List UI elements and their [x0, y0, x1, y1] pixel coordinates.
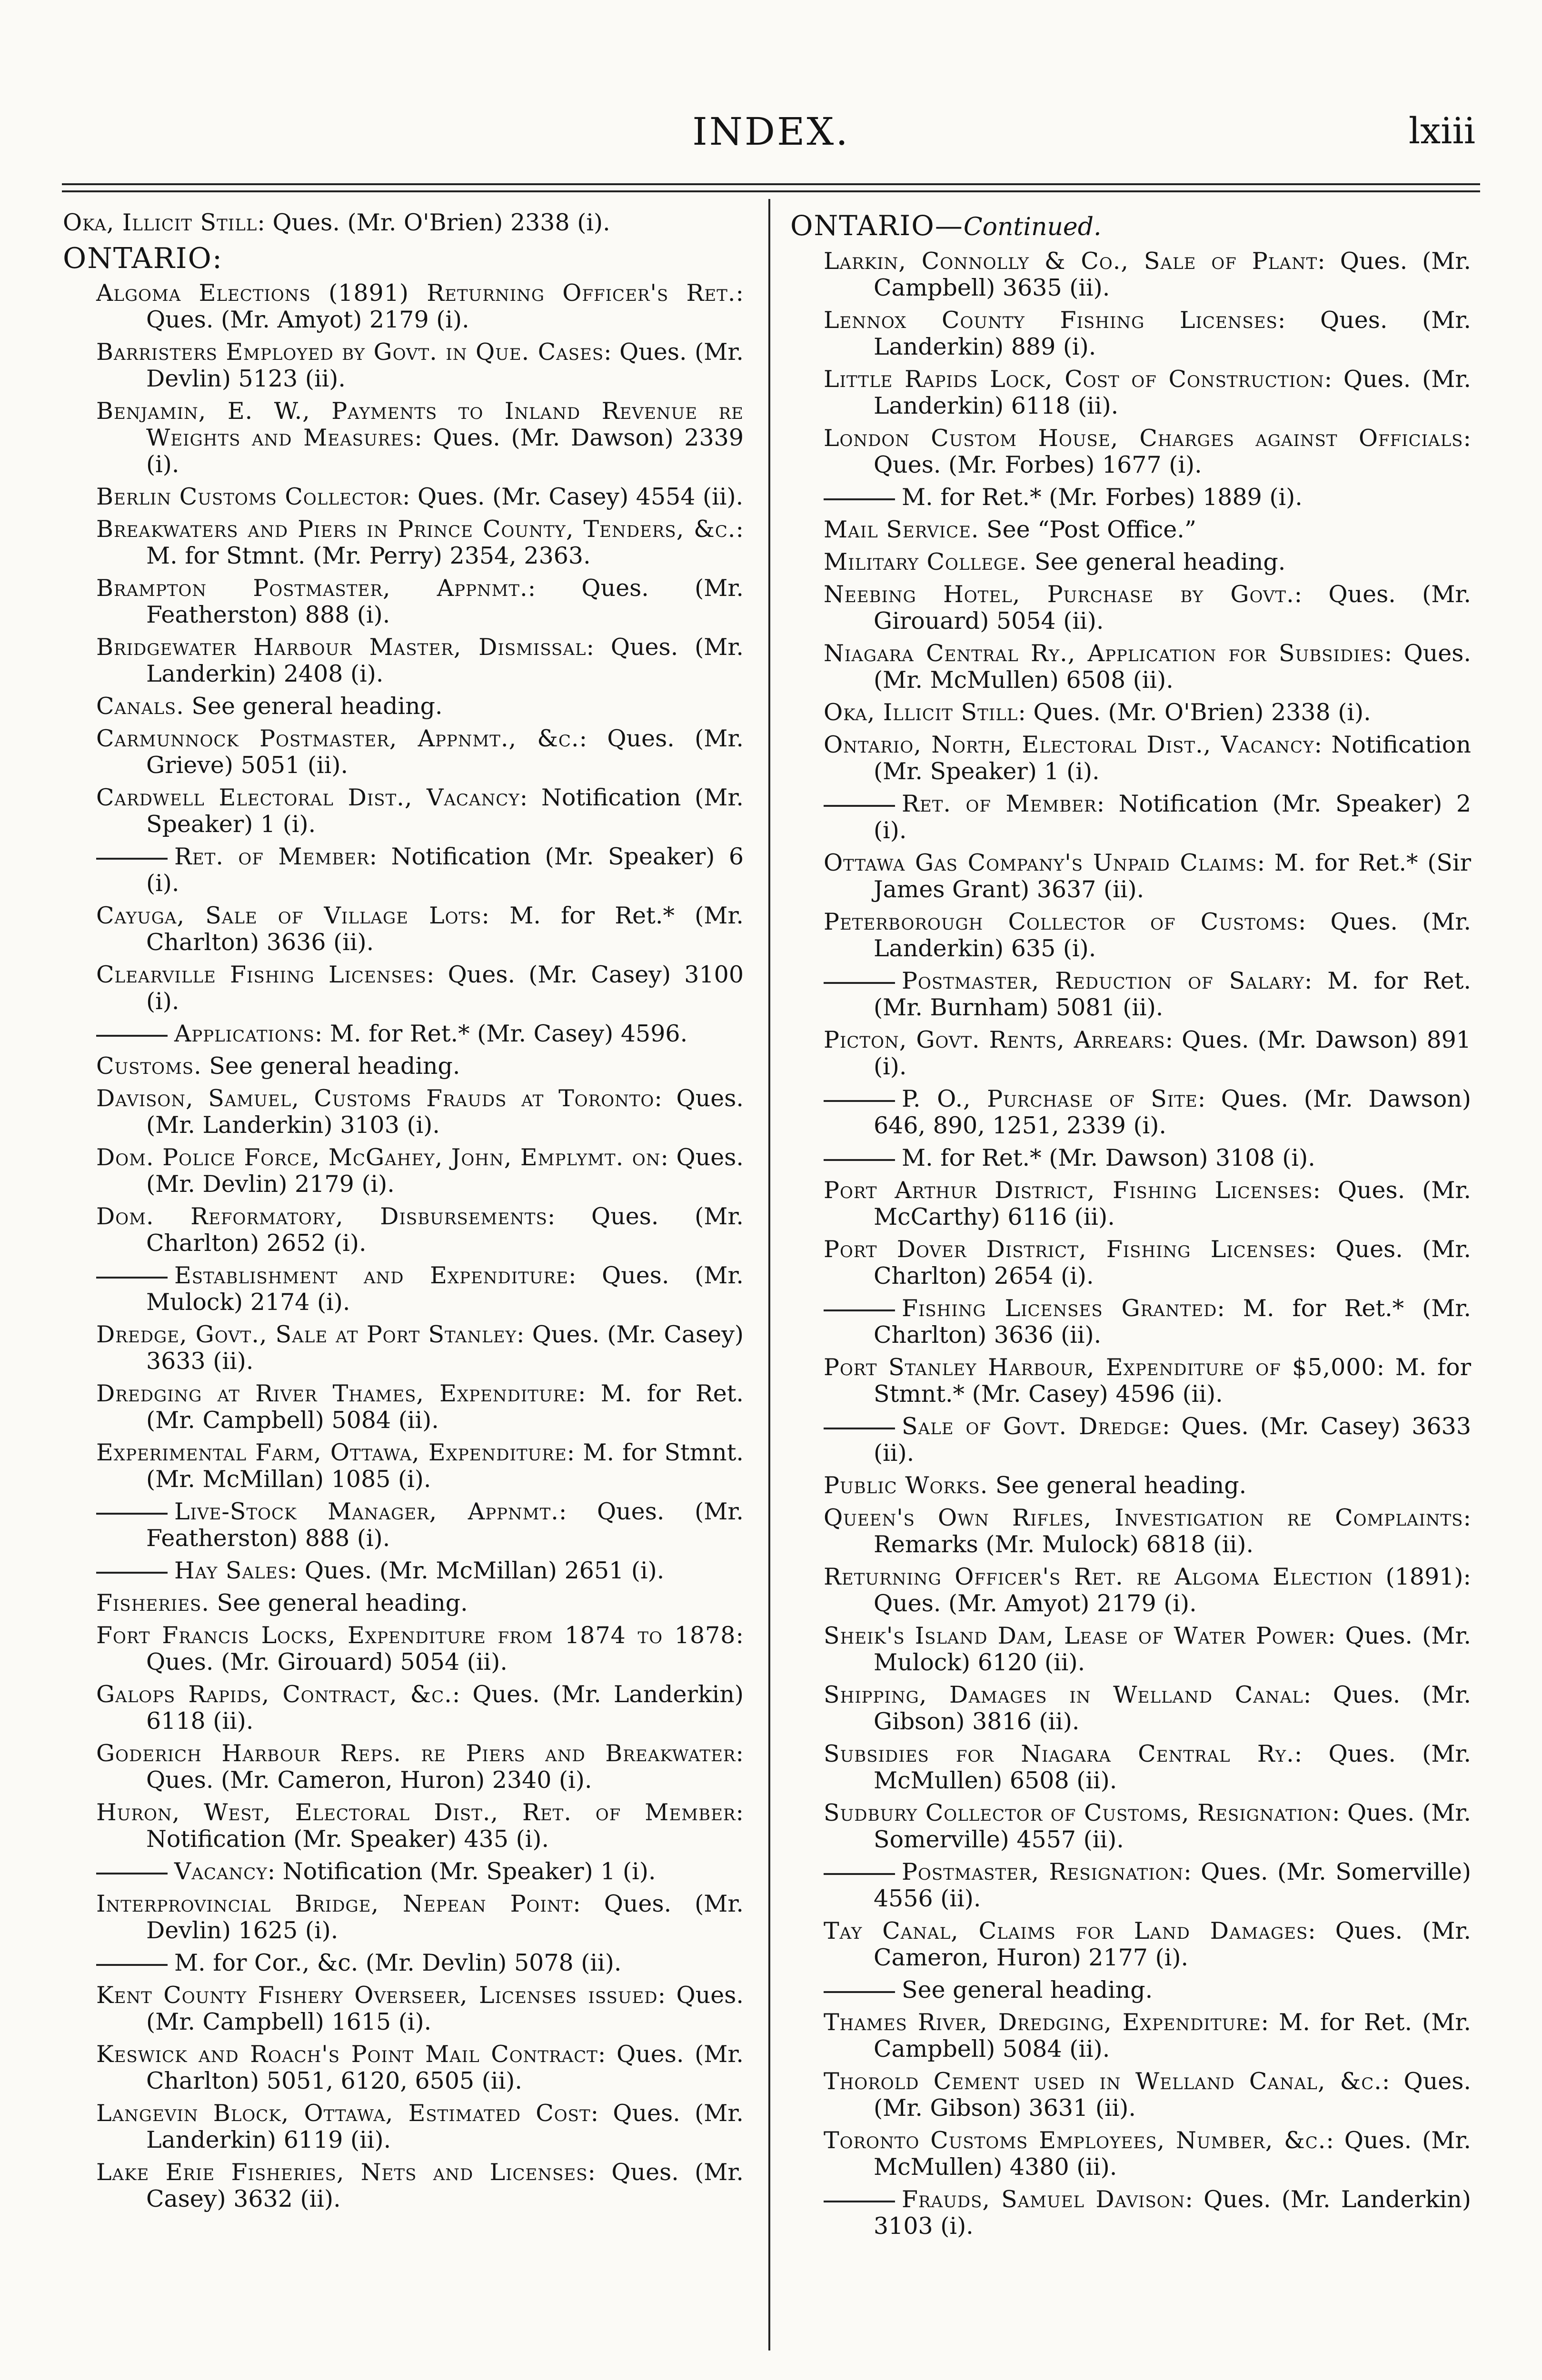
entry-heading: Berlin Customs Collector — [96, 483, 402, 510]
ditto-dash — [96, 1873, 168, 1874]
entry-reference: : M. for Ret.* (Mr. Casey) 4596. — [314, 1020, 688, 1047]
index-entry — [824, 2068, 1471, 2122]
entry-heading: Davison, Samuel, Customs Frauds at Toronto — [96, 1085, 655, 1112]
index-entry — [96, 484, 744, 510]
ditto-dash — [96, 858, 168, 860]
entry-reference: See general heading. — [184, 693, 443, 720]
entry-heading: Returning Officer's Ret. re Algoma Election — [824, 1563, 1373, 1590]
entry-heading: Oka, Illicit Still — [824, 699, 1018, 726]
index-entry — [824, 307, 1471, 360]
entry-reference: : Ques. (Mr. Girouard) 5054 (ii). — [146, 1622, 744, 1676]
entry-reference: : Ques. (Mr. Gibson) 3631 (ii). — [874, 2068, 1471, 2122]
entry-heading: Langevin Block, Ottawa, Estimated Cost — [96, 2100, 591, 2127]
entry-heading: Subsidies for Niagara Central Ry. — [824, 1740, 1294, 1767]
index-entry — [96, 1498, 744, 1552]
entry-heading: Applications — [174, 1020, 315, 1047]
entry-heading: Dom. Police Force, McGahey, John, Emplymt. on — [96, 1144, 661, 1171]
entry-heading: Interprovincial Bridge, Nepean Point — [96, 1890, 573, 1917]
ditto-dash — [824, 498, 895, 500]
entry-heading: Thorold Cement used in Welland Canal, &c. — [824, 2068, 1382, 2095]
ditto-dash — [824, 2201, 895, 2202]
ditto-dash — [96, 1964, 168, 1966]
ditto-dash — [96, 1572, 168, 1574]
entry-heading: Ret. of Member — [902, 790, 1097, 817]
index-entry — [96, 634, 744, 687]
entry-heading: Picton, Govt. Rents, Arrears — [824, 1026, 1165, 1053]
index-entry — [824, 968, 1471, 1021]
ditto-dash — [824, 1991, 895, 1993]
index-entry — [96, 902, 744, 956]
index-entry — [96, 1681, 744, 1735]
entry-reference: : Ques. (Mr. Cameron, Huron) 2177 (i). — [874, 1917, 1471, 1971]
entry-heading: Port Arthur District, Fishing Licenses — [824, 1177, 1313, 1204]
entry-reference: : Ques. (Mr. Casey) 3633 (ii). — [146, 1321, 744, 1375]
index-entry — [824, 1977, 1471, 2003]
index-entry — [96, 2041, 744, 2094]
index-entry — [824, 1564, 1471, 1617]
entry-reference: : Ques. (Mr. Gibson) 3816 (ii). — [874, 1681, 1471, 1735]
index-entry — [96, 1053, 744, 1080]
index-entry — [96, 1950, 744, 1976]
entry-heading: Hay Sales — [174, 1557, 289, 1584]
index-entry — [96, 1982, 744, 2035]
entry-reference: : Notification (Mr. Speaker) 2 (i). — [874, 790, 1471, 844]
entry-heading: Algoma Elections (1891) Returning Officer's Ret. — [96, 279, 736, 307]
entry-reference: : Ques. (Mr. McMullen) 6508 (ii). — [874, 640, 1471, 694]
index-entry — [96, 1144, 744, 1198]
entry-heading: Port Stanley Harbour, Expenditure of $5,000 — [824, 1354, 1377, 1381]
entry-heading: Queen's Own Rifles, Investigation re Complaints — [824, 1504, 1463, 1531]
left-column — [63, 209, 744, 2218]
entry-heading: Tay Canal, Claims for Land Damages — [824, 1917, 1308, 1944]
entry-reference: : Ques. (Mr. Somerville) 4556 (ii). — [874, 1858, 1471, 1912]
header-rule-top — [62, 183, 1480, 185]
ditto-dash — [824, 1873, 895, 1875]
entry-heading: Brampton Postmaster, Appnmt. — [96, 575, 528, 602]
index-entry — [824, 1682, 1471, 1735]
continued-heading-text: ONTARIO— — [790, 209, 964, 242]
entry-heading: Ontario, North, Electoral Dist., Vacancy — [824, 731, 1314, 758]
entry-heading: Dredge, Govt., Sale at Port Stanley — [96, 1321, 517, 1348]
entry-reference: See general heading. — [1027, 548, 1286, 575]
index-entry — [96, 2159, 744, 2212]
entry-heading: Goderich Harbour Reps. re Piers and Breakwater — [96, 1740, 736, 1767]
entry-reference: : Ques. (Mr. Forbes) 1677 (i). — [874, 425, 1471, 478]
ditto-dash — [824, 1100, 895, 1102]
entry-reference: : Ques. (Mr. Grieve) 5051 (ii). — [146, 725, 744, 779]
left-entries-list — [63, 280, 744, 2212]
entry-reference: : M. for Stmnt. (Mr. McMillan) 1085 (i). — [146, 1439, 744, 1493]
entry-heading: Ottawa Gas Company's Unpaid Claims — [824, 849, 1257, 876]
page-header — [62, 95, 1480, 167]
index-entry — [824, 1086, 1471, 1139]
entry-heading: Little Rapids Lock, Cost of Construction — [824, 366, 1324, 393]
index-entry — [824, 640, 1471, 694]
entry-heading: Sheik's Island Dam, Lease of Water Power — [824, 1622, 1328, 1649]
entry-reference: : Ques. (Mr. Mulock) 6120 (ii). — [874, 1622, 1471, 1676]
index-entry — [824, 1354, 1471, 1408]
entry-reference: : Ques. (Mr. Campbell) 1615 (i). — [146, 1982, 744, 2035]
entry-reference: M. for Ret.* (Mr. Dawson) 3108 (i). — [902, 1144, 1315, 1171]
index-entry-oka — [63, 209, 744, 236]
index-entry — [96, 339, 744, 392]
entry-heading: Fort Francis Locks, Expenditure from 1874 to 1878 — [96, 1622, 736, 1649]
index-entry — [96, 1203, 744, 1257]
entry-heading: Lennox County Fishing Licenses — [824, 307, 1278, 334]
entry-reference: : M. for Stmnt.* (Mr. Casey) 4596 (ii). — [874, 1354, 1471, 1408]
entry-reference: : Ques. (Mr. McCarthy) 6116 (ii). — [874, 1177, 1472, 1230]
ditto-dash — [96, 1035, 168, 1037]
index-entry — [824, 425, 1471, 478]
entry-reference: : Ques. (Mr. Casey) 3632 (ii). — [146, 2159, 744, 2212]
entry-heading: Live-Stock Manager, Appnmt. — [174, 1498, 559, 1525]
entry-heading: Galops Rapids, Contract, &c. — [96, 1681, 452, 1708]
index-entry — [96, 1557, 744, 1584]
index-entry — [96, 2100, 744, 2153]
index-entry — [824, 909, 1471, 962]
ditto-dash — [824, 982, 895, 984]
index-entry — [824, 1027, 1471, 1080]
index-entry — [824, 850, 1471, 903]
index-entry — [824, 1505, 1471, 1558]
entry-reference: : Ques. (Mr. Girouard) 5054 (ii). — [874, 581, 1472, 635]
entry-reference: : Notification (Mr. Speaker) 1 (i). — [267, 1858, 656, 1885]
entry-reference: : Remarks (Mr. Mulock) 6818 (ii). — [874, 1504, 1471, 1558]
entry-reference: : Ques. (Mr. Dawson) 2339 (i). — [146, 424, 744, 478]
entry-heading: Postmaster, Resignation — [902, 1858, 1184, 1885]
entry-heading: Neebing Hotel, Purchase by Govt. — [824, 581, 1294, 608]
index-entry — [824, 581, 1471, 635]
entry-heading: Fisheries. — [96, 1589, 209, 1616]
index-entry — [96, 1622, 744, 1676]
entry-heading: Kent County Fishery Overseer, Licenses issued — [96, 1982, 658, 2009]
entry-heading: Toronto Customs Employees, Number, &c. — [824, 2127, 1326, 2154]
index-entry — [96, 1799, 744, 1853]
entry-reference: : Ques. (Mr. Casey) 4554 (ii). — [402, 483, 744, 510]
entry-heading: Breakwaters and Piers in Prince County, Tenders, &c. — [96, 516, 736, 543]
entry-reference: : Ques. (Mr. Mulock) 2174 (i). — [146, 1262, 744, 1316]
entry-reference: : Ques. (Mr. O'Brien) 2338 (i). — [1018, 699, 1371, 726]
entry-reference: : Ques. (Mr. Featherston) 888 (i). — [146, 575, 744, 628]
entry-heading: Military College. — [824, 548, 1027, 575]
index-entry — [96, 693, 744, 720]
ditto-dash — [824, 1428, 895, 1429]
ditto-dash — [824, 1159, 895, 1161]
index-entry — [824, 1295, 1471, 1349]
ditto-dash — [824, 805, 895, 807]
page-title: INDEX. — [692, 109, 850, 154]
entry-heading: Cardwell Electoral Dist., Vacancy — [96, 784, 520, 811]
entry-reference: : Ques. (Mr. Landerkin) 6118 (ii). — [874, 366, 1471, 419]
index-entry — [96, 1590, 744, 1616]
entry-heading: Cayuga, Sale of Village Lots — [96, 902, 482, 929]
index-entry — [824, 2009, 1471, 2063]
entry-heading: London Custom House, Charges against Officials — [824, 425, 1463, 452]
entry-reference: : Ques. (Mr. Dawson) 646, 890, 1251, 2339 (i). — [874, 1085, 1471, 1139]
index-entry — [96, 784, 744, 838]
index-entry — [824, 2186, 1471, 2240]
index-entry — [824, 1741, 1471, 1794]
index-entry — [96, 1021, 744, 1047]
entry-reference: : Ques. (Mr. Casey) 3633 (ii). — [874, 1413, 1471, 1467]
entry-reference: : Ques. (Mr. Devlin) 1625 (i). — [146, 1890, 744, 1944]
entry-heading: Thames River, Dredging, Expenditure — [824, 2009, 1261, 2036]
entry-heading: Carmunnock Postmaster, Appnmt., &c. — [96, 725, 579, 752]
entry-heading: Customs. — [96, 1052, 202, 1080]
entry-heading: Peterborough Collector of Customs — [824, 908, 1298, 935]
entry-reference: : M. for Ret.* (Mr. Charlton) 3636 (ii). — [874, 1295, 1471, 1349]
ditto-dash — [824, 1309, 895, 1311]
entry-heading: Huron, West, Electoral Dist., Ret. of Member — [96, 1799, 736, 1826]
entry-reference: : M. for Ret. (Mr. Burnham) 5081 (ii). — [874, 967, 1472, 1021]
index-entry — [824, 1800, 1471, 1853]
entry-reference: : Ques. (Mr. Cameron, Huron) 2340 (i). — [146, 1740, 744, 1794]
entry-reference: : M. for Ret.* (Sir James Grant) 3637 (ii). — [874, 849, 1471, 903]
entry-reference: : Ques. (Mr. McMillan) 2651 (i). — [289, 1557, 665, 1584]
entry-reference: : M. for Ret. (Mr. Campbell) 5084 (ii). — [874, 2009, 1471, 2063]
index-entry — [96, 1321, 744, 1375]
entry-reference: : Ques. (Mr. Landerkin) 889 (i). — [874, 307, 1471, 360]
entry-heading: Frauds, Samuel Davison — [902, 2186, 1185, 2213]
index-entry — [96, 280, 744, 333]
entry-heading: Postmaster, Reduction of Salary — [902, 967, 1304, 994]
ditto-dash — [96, 1277, 168, 1279]
entry-reference: : Ques. (Mr. Charlton) 2652 (i). — [146, 1203, 744, 1257]
entry-heading: Fishing Licenses Granted — [902, 1295, 1217, 1322]
index-entry — [824, 1859, 1471, 1912]
entry-reference: See general heading. — [988, 1472, 1247, 1499]
entry-reference: : Ques. (Mr. Devlin) 2179 (i). — [146, 1144, 744, 1198]
entry-heading: Public Works. — [824, 1472, 988, 1499]
ditto-dash — [96, 1513, 168, 1515]
index-entry — [824, 516, 1471, 543]
index-entry — [824, 1472, 1471, 1499]
index-entry — [96, 516, 744, 569]
entry-heading: Sudbury Collector of Customs, Resignation — [824, 1799, 1332, 1826]
entry-reference: : Ques. (Mr. Devlin) 5123 (ii). — [146, 338, 744, 392]
entry-heading: Shipping, Damages in Welland Canal — [824, 1681, 1303, 1708]
entry-reference: : M. for Stmnt. (Mr. Perry) 2354, 2363. — [146, 516, 744, 569]
entry-heading: Niagara Central Ry., Application for Subsidies — [824, 640, 1384, 667]
entry-reference: : Ques. (Mr. Landerkin) 635 (i). — [874, 908, 1472, 962]
index-entry — [824, 484, 1471, 511]
index-entry — [96, 1891, 744, 1944]
entry-heading: Establishment and Expenditure — [174, 1262, 568, 1289]
entry-heading: Experimental Farm, Ottawa, Expenditure — [96, 1439, 567, 1466]
entry-heading: Barristers Employed by Govt. in Que. Cases — [96, 338, 604, 366]
entry-reference: See general heading. — [209, 1589, 468, 1616]
column-divider — [768, 199, 770, 2350]
entry-reference: (1891): Ques. (Mr. Amyot) 2179 (i). — [874, 1563, 1471, 1617]
entry-heading: Mail Service. — [824, 516, 979, 543]
index-entry — [824, 1145, 1471, 1171]
entry-heading: Bridgewater Harbour Master, Dismissal — [96, 634, 587, 661]
entry-reference: M. for Ret.* (Mr. Forbes) 1889 (i). — [902, 484, 1303, 511]
index-entry — [96, 962, 744, 1015]
entry-reference: See general heading. — [902, 1976, 1153, 2003]
entry-heading: P. O., Purchase of Site — [902, 1085, 1198, 1112]
entry-heading: Oka, Illicit Still — [63, 209, 258, 236]
entry-reference: : M. for Ret.* (Mr. Charlton) 3636 (ii). — [146, 902, 744, 956]
index-entry — [824, 2127, 1471, 2181]
page-number: lxiii — [1408, 109, 1475, 152]
entry-heading: Ret. of Member — [174, 843, 369, 870]
entry-reference: : Ques. (Mr. Somerville) 4557 (ii). — [874, 1799, 1471, 1853]
entry-reference: : Ques. (Mr. McMullen) 6508 (ii). — [874, 1740, 1472, 1794]
entry-heading: Vacancy — [174, 1858, 268, 1885]
index-entry — [824, 1177, 1471, 1230]
index-entry — [96, 1858, 744, 1885]
entry-heading: Keswick and Roach's Point Mail Contract — [96, 2041, 598, 2068]
continued-label: Continued. — [963, 213, 1102, 241]
entry-reference: : Ques. (Mr. O'Brien) 2338 (i). — [257, 209, 610, 236]
entry-reference: : Ques. (Mr. Landerkin) 3103 (i). — [146, 1085, 744, 1139]
entry-reference: : Ques. (Mr. Landerkin) 2408 (i). — [146, 634, 744, 687]
entry-reference: : Ques. (Mr. Landerkin) 3103 (i). — [874, 2186, 1471, 2240]
entry-reference: : Notification (Mr. Speaker) 1 (i). — [146, 784, 744, 838]
index-entry — [824, 791, 1471, 844]
entry-reference: : Ques. (Mr. Featherston) 888 (i). — [146, 1498, 744, 1552]
index-entry — [824, 1413, 1471, 1467]
index-entry — [824, 549, 1471, 575]
right-entries-list — [790, 248, 1471, 2240]
entry-heading: Sale of Govt. Dredge — [902, 1413, 1162, 1440]
index-entry — [96, 1740, 744, 1794]
entry-reference: : Ques. (Mr. Dawson) 891 (i). — [874, 1026, 1471, 1080]
entry-reference: : Notification (Mr. Speaker) 435 (i). — [146, 1799, 744, 1853]
header-rule-bottom — [62, 190, 1480, 192]
index-entry — [96, 843, 744, 897]
index-entry — [824, 1623, 1471, 1676]
entry-reference: : Ques. (Mr. Landerkin) 6119 (ii). — [146, 2100, 744, 2153]
entry-reference: : Ques. (Mr. Landerkin) 6118 (ii). — [146, 1681, 744, 1735]
entry-heading: Canals. — [96, 693, 184, 720]
index-entry — [96, 1439, 744, 1493]
entry-reference: : Ques. (Mr. Charlton) 2654 (i). — [874, 1236, 1472, 1289]
entry-heading: Lake Erie Fisheries, Nets and Licenses — [96, 2159, 588, 2186]
index-entry — [96, 725, 744, 779]
entry-reference: : M. for Ret. (Mr. Campbell) 5084 (ii). — [146, 1380, 744, 1434]
entry-heading: Larkin, Connolly & Co., Sale of Plant — [824, 248, 1318, 275]
index-entry — [824, 1918, 1471, 1971]
index-entry — [824, 699, 1471, 726]
entry-heading: Port Dover District, Fishing Licenses — [824, 1236, 1309, 1263]
entry-reference: : Ques. (Mr. Campbell) 3635 (ii). — [874, 248, 1471, 301]
entry-heading: Dredging at River Thames, Expenditure — [96, 1380, 578, 1407]
section-heading-ontario: ONTARIO: — [63, 242, 223, 275]
index-entry — [96, 1262, 744, 1316]
entry-heading: Dom. Reformatory, Disbursements — [96, 1203, 547, 1230]
right-column — [790, 209, 1471, 2245]
entry-reference: See general heading. — [201, 1052, 460, 1080]
entry-reference: : Notification (Mr. Speaker) 1 (i). — [874, 731, 1471, 785]
entry-reference: : Notification (Mr. Speaker) 6 (i). — [146, 843, 744, 897]
index-entry — [824, 248, 1471, 301]
index-entry — [824, 732, 1471, 785]
index-entry — [824, 366, 1471, 419]
entry-reference: : Ques. (Mr. Casey) 3100 (i). — [146, 961, 744, 1015]
index-entry — [824, 1236, 1471, 1289]
entry-reference: : Ques. (Mr. Charlton) 5051, 6120, 6505 (ii). — [146, 2041, 744, 2094]
index-entry — [96, 398, 744, 478]
entry-reference: : Ques. (Mr. McMullen) 4380 (ii). — [874, 2127, 1472, 2181]
continued-heading — [790, 209, 1471, 243]
entry-heading: Benjamin, E. W., Payments to Inland Revenue re Weights and Measures — [96, 397, 744, 451]
index-entry — [96, 1085, 744, 1139]
entry-reference: : Ques. (Mr. Amyot) 2179 (i). — [146, 279, 744, 333]
entry-heading: Clearville Fishing Licenses — [96, 961, 427, 988]
index-entry — [96, 1380, 744, 1434]
entry-reference: See “Post Office.” — [979, 516, 1196, 543]
entry-reference: M. for Cor., &c. (Mr. Devlin) 5078 (ii). — [174, 1949, 622, 1976]
index-entry — [96, 575, 744, 628]
